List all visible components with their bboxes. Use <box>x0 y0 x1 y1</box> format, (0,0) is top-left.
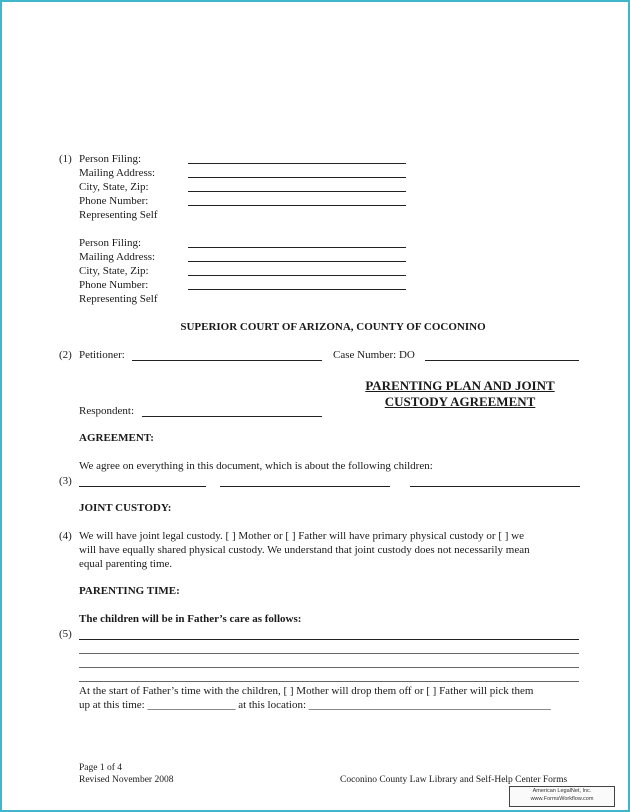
person-filing-field[interactable] <box>188 163 406 164</box>
document-title-line2: CUSTODY AGREEMENT <box>384 394 536 409</box>
library-credit: Coconino County Law Library and Self-Help Center Forms <box>340 775 568 785</box>
joint-custody-heading: JOINT CUSTODY: <box>79 502 172 514</box>
label-person-filing-2: Person Filing: <box>79 237 142 249</box>
label-person-filing: Person Filing: <box>79 153 142 165</box>
petitioner-field[interactable] <box>132 360 322 361</box>
label-mailing-address-2: Mailing Address: <box>79 251 156 263</box>
label-representing-self-2: Representing Self <box>79 293 158 305</box>
forms-workflow-stamp <box>509 786 615 807</box>
label-mailing-address: Mailing Address: <box>79 167 156 179</box>
fathers-care-line-4[interactable] <box>79 681 579 682</box>
page-number: Page 1 of 4 <box>79 763 123 773</box>
start-time-line2: up at this time: ________________ at this location: ____________________________________________ <box>79 699 551 711</box>
fathers-care-line-1[interactable] <box>79 639 579 640</box>
revised-date: Revised November 2008 <box>79 775 174 785</box>
mailing-address-field[interactable] <box>188 177 406 178</box>
phone-number-field[interactable] <box>188 205 406 206</box>
stamp-line2: www.FormsWorkflow.com <box>530 796 594 802</box>
joint-custody-line2: will have equally shared physical custody. We understand that joint custody does not necessarily mean <box>79 544 530 556</box>
child-name-field-3[interactable] <box>410 486 580 487</box>
section-number-5: (5) <box>59 628 72 640</box>
parenting-time-heading: PARENTING TIME: <box>79 585 180 597</box>
label-representing-self: Representing Self <box>79 209 158 221</box>
child-name-field-1[interactable] <box>79 486 206 487</box>
case-number-field[interactable] <box>425 360 579 361</box>
start-time-line1: At the start of Father’s time with the children, [ ] Mother will drop them off or [ ] Father will pick them <box>79 685 534 697</box>
section-number-2: (2) <box>59 349 72 361</box>
stamp-line1: American LegalNet, Inc. <box>532 788 592 794</box>
section-number-4: (4) <box>59 530 72 542</box>
child-name-field-2[interactable] <box>220 486 390 487</box>
joint-custody-line3: equal parenting time. <box>79 558 173 570</box>
person-filing-field-2[interactable] <box>188 247 406 248</box>
fathers-care-subheading: The children will be in Father’s care as follows: <box>79 613 302 625</box>
label-city-state-zip-2: City, State, Zip: <box>79 265 149 277</box>
section-number-1: (1) <box>59 153 72 165</box>
city-state-zip-field-2[interactable] <box>188 275 406 276</box>
joint-custody-line1: We will have joint legal custody. [ ] Mother or [ ] Father will have primary physical custody or [ ] we <box>79 530 525 542</box>
label-case-number: Case Number: DO <box>333 349 415 361</box>
label-phone-number-2: Phone Number: <box>79 279 149 291</box>
respondent-field[interactable] <box>142 416 322 417</box>
fathers-care-line-2[interactable] <box>79 653 579 654</box>
phone-number-field-2[interactable] <box>188 289 406 290</box>
court-heading: SUPERIOR COURT OF ARIZONA, COUNTY OF COCONINO <box>180 321 486 333</box>
document-title-line1: PARENTING PLAN AND JOINT <box>365 378 555 393</box>
label-phone-number: Phone Number: <box>79 195 149 207</box>
agreement-text: We agree on everything in this document, which is about the following children: <box>79 460 433 472</box>
agreement-heading: AGREEMENT: <box>79 432 154 444</box>
fathers-care-line-3[interactable] <box>79 667 579 668</box>
section-number-3: (3) <box>59 475 72 487</box>
city-state-zip-field[interactable] <box>188 191 406 192</box>
label-respondent: Respondent: <box>79 405 134 417</box>
label-petitioner: Petitioner: <box>79 349 125 361</box>
label-city-state-zip: City, State, Zip: <box>79 181 149 193</box>
mailing-address-field-2[interactable] <box>188 261 406 262</box>
